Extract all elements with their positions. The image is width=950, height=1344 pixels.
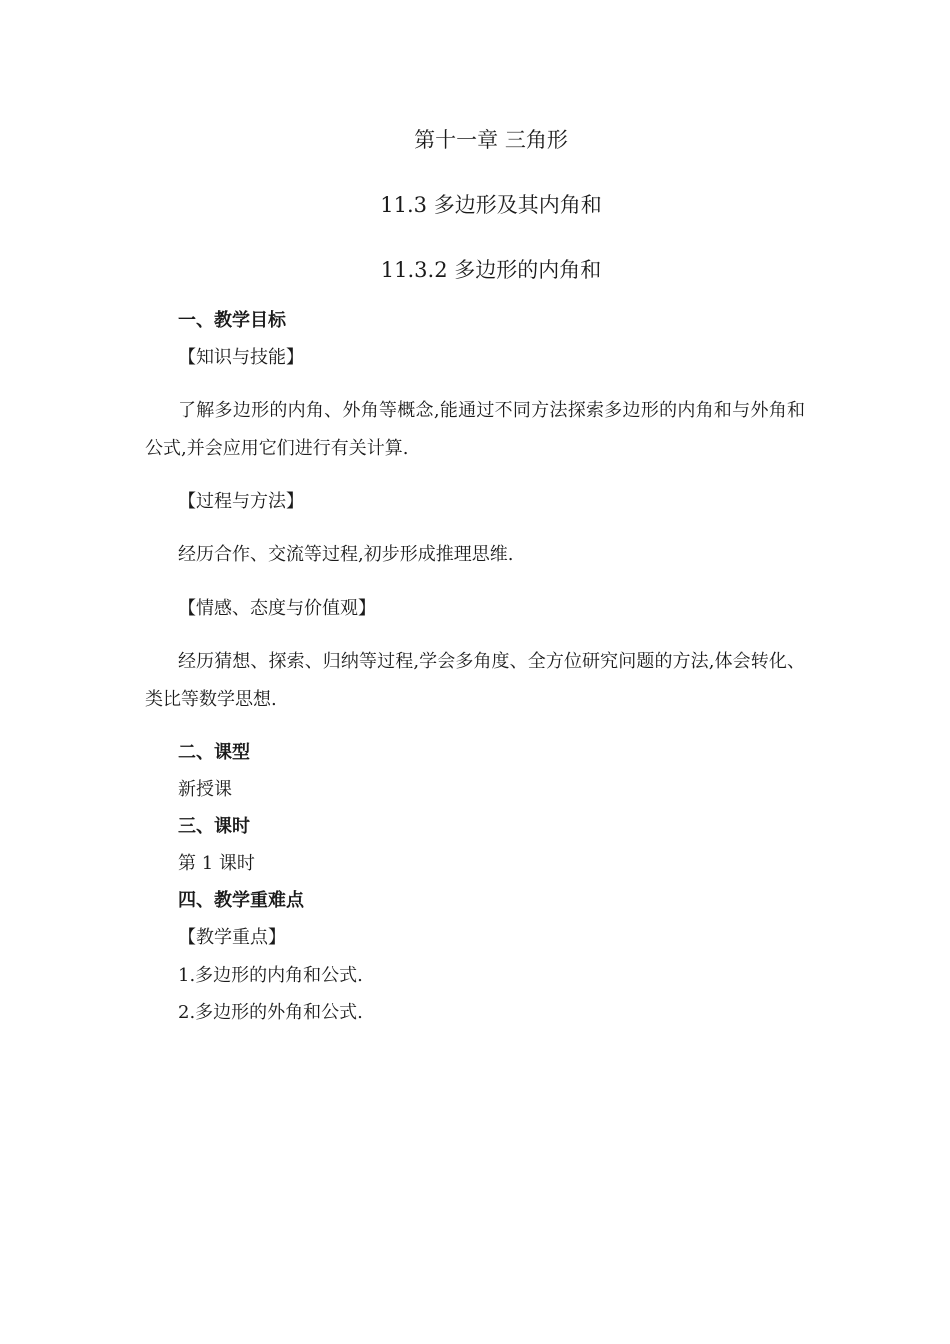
lesson-type-text: 新授课	[178, 779, 232, 800]
emotion-values-text: 经历猜想、探索、归纳等过程,学会多角度、全方位研究问题的方法,体会转化、类比等数学思想.	[145, 651, 805, 710]
key-point-item: 1.多边形的内角和公式.	[178, 965, 363, 986]
process-methods-text: 经历合作、交流等过程,初步形成推理思维.	[178, 544, 514, 565]
process-methods-label: 【过程与方法】	[178, 491, 304, 512]
knowledge-skills-label: 【知识与技能】	[178, 347, 304, 368]
key-difficult-heading: 四、教学重难点	[178, 890, 304, 911]
lesson-period-text: 第 1 课时	[178, 853, 255, 874]
section-title: 11.3 多边形及其内角和	[380, 193, 602, 217]
emotion-values-label: 【情感、态度与价值观】	[178, 598, 376, 619]
knowledge-skills-text: 了解多边形的内角、外角等概念,能通过不同方法探索多边形的内角和与外角和公式,并会应用它们进行有关计算.	[145, 400, 805, 459]
lesson-period-heading: 三、课时	[178, 816, 250, 837]
key-points-label: 【教学重点】	[178, 927, 286, 948]
subsection-title: 11.3.2 多边形的内角和	[380, 258, 602, 282]
lesson-type-heading: 二、课型	[178, 742, 250, 763]
chapter-title: 第十一章 三角形	[414, 128, 568, 152]
teaching-goals-heading: 一、教学目标	[178, 310, 286, 331]
key-point-item: 2.多边形的外角和公式.	[178, 1002, 363, 1023]
